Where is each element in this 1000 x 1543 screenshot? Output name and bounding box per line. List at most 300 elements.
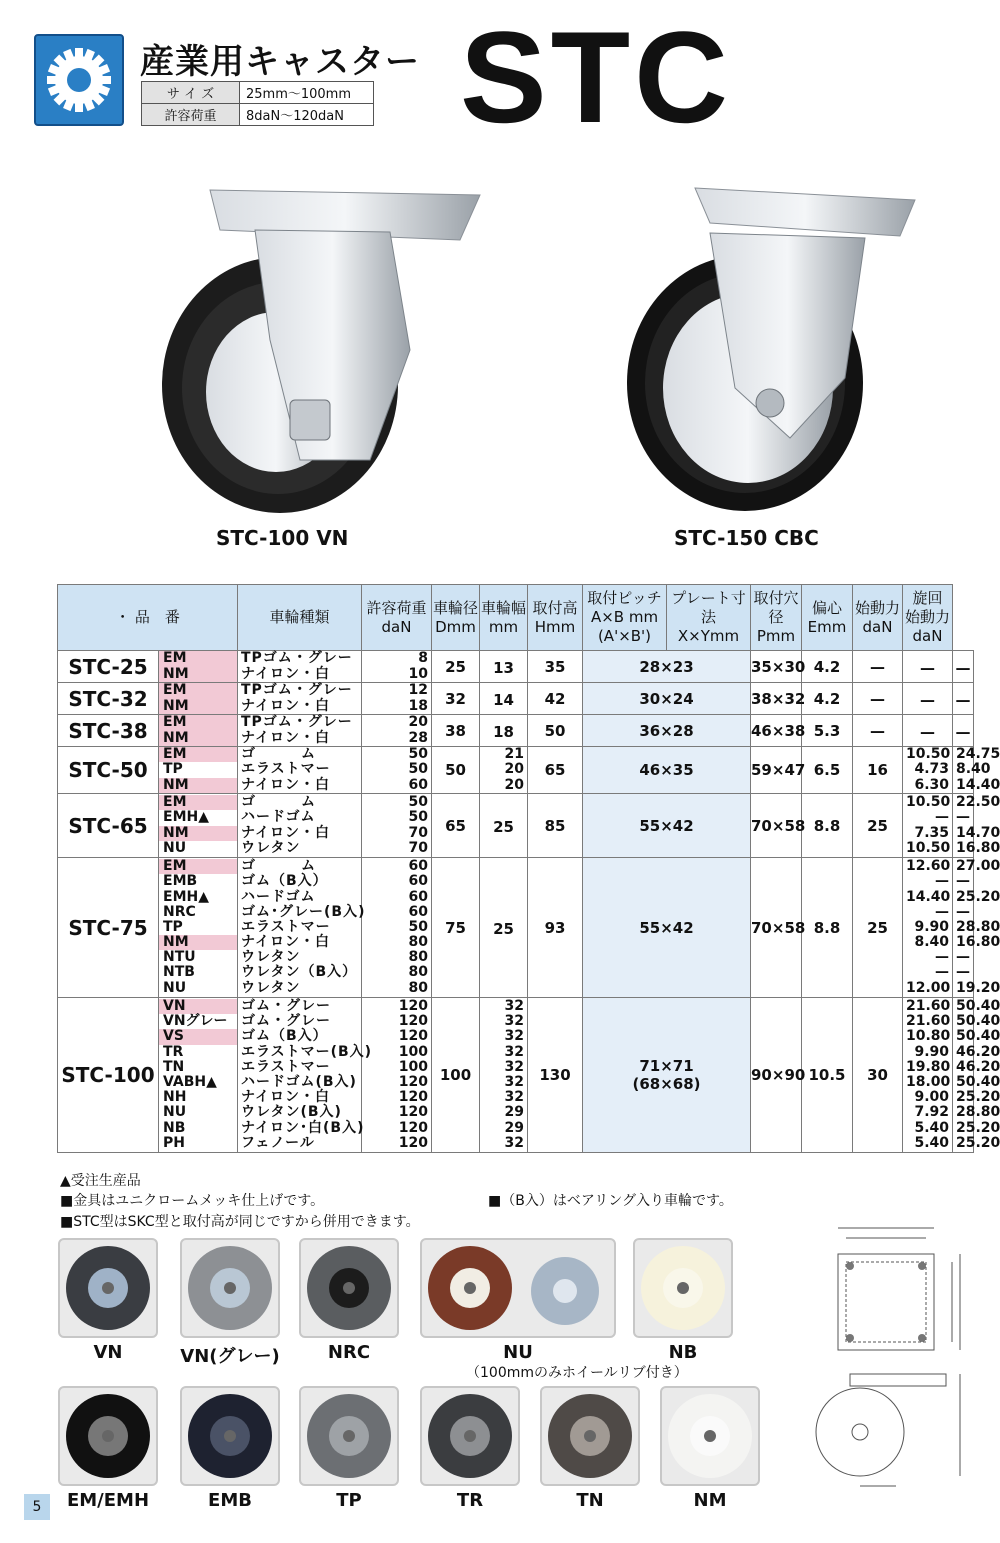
- cell-line: TPゴム・グレー: [241, 682, 353, 699]
- wheel-type-cell: [238, 747, 362, 794]
- col-header-model: ・ 品 番: [58, 585, 238, 651]
- cell-line: 18.00: [906, 1074, 951, 1090]
- cell-line: 25.20: [956, 1119, 1000, 1136]
- wheel-icon: [63, 1391, 153, 1481]
- note-plating: ■金具はユニクロームメッキ仕上げです。: [60, 1193, 325, 1209]
- cell-line: NB: [163, 1119, 186, 1136]
- cell-line: 80: [408, 949, 428, 966]
- cell-text: 28×23: [639, 657, 694, 676]
- cell-line: ウレタン: [241, 839, 301, 856]
- wheel-swatch: [299, 1386, 399, 1486]
- swatch-label: TN: [576, 1490, 604, 1511]
- cell-line: NU: [163, 839, 187, 856]
- cell-text: 46×35: [639, 761, 694, 779]
- cell-line: 120: [398, 1089, 428, 1106]
- cell-line: 50.40: [956, 1028, 1000, 1045]
- cell-text: —: [870, 657, 885, 676]
- cell-line: TR: [163, 1043, 184, 1060]
- cell-line: 10.50: [906, 794, 951, 811]
- swatch-label: VN(グレー): [180, 1346, 280, 1367]
- cell-line: —: [935, 903, 949, 920]
- cell-line: —: [956, 873, 970, 890]
- cell-text: STC-50: [68, 758, 148, 782]
- cell-text: 5.3: [813, 721, 841, 740]
- cell-line: 20: [504, 761, 524, 778]
- cell-line: 14.40: [906, 888, 951, 905]
- swivel-force-cell: [953, 794, 1000, 858]
- start-force-cell: [903, 651, 953, 683]
- pitch-cell: [583, 998, 751, 1153]
- swatch-label: EMB: [208, 1490, 252, 1511]
- cell-text: 100: [439, 1066, 472, 1084]
- cell-line: 14.40: [956, 776, 1000, 793]
- wheel-type-cell: [238, 998, 373, 1153]
- cell-line: 12: [408, 682, 428, 699]
- cell-line: 60: [408, 903, 428, 920]
- wheel-swatch: [420, 1238, 616, 1338]
- spec-table: [57, 584, 1000, 1153]
- cell-text: 8.8: [813, 918, 841, 937]
- cell-line: 9.90: [914, 1043, 949, 1060]
- cell-line: 13: [493, 658, 514, 677]
- offset-cell: [853, 683, 903, 715]
- cell-line: 8: [418, 650, 428, 667]
- cell-line: 100: [398, 1043, 428, 1060]
- cell-line: 10: [408, 665, 428, 682]
- cell-line: 80: [408, 964, 428, 981]
- col-header-plate: プレート寸法 X×Ymm: [667, 585, 751, 651]
- cell-line: エラストマー: [241, 918, 331, 935]
- cell-line: EM: [159, 683, 237, 698]
- nu-note: （100mmのみホイールリブ付き）: [466, 1365, 688, 1381]
- cell-line: NU: [163, 979, 187, 996]
- diameter-cell: [432, 715, 480, 747]
- cell-line: 32: [504, 1043, 524, 1060]
- swatch-label: NU: [503, 1342, 533, 1363]
- wheel-swatch: [660, 1386, 760, 1486]
- cell-text: 130: [539, 1066, 571, 1084]
- cell-line: NM: [159, 826, 237, 841]
- cell-line: VNグレー: [163, 1013, 228, 1030]
- swatch-label: TR: [456, 1490, 484, 1511]
- cell-line: —: [920, 658, 935, 677]
- cell-line: 9.00: [914, 1089, 949, 1106]
- plate-cell: [751, 651, 806, 683]
- cell-line: ハードゴム: [241, 888, 316, 905]
- cell-line: 50: [408, 918, 428, 935]
- swivel-force-cell: [953, 683, 974, 715]
- hole-cell: [802, 794, 853, 858]
- cell-line: EM: [159, 651, 237, 666]
- cell-text: 75: [445, 918, 466, 937]
- height-cell: [528, 747, 583, 794]
- cell-line: 80: [408, 979, 428, 996]
- cell-text: (68×68): [632, 1075, 701, 1093]
- offset-cell: [853, 858, 903, 998]
- cell-text: 59×47: [751, 761, 806, 779]
- cell-line: 28.80: [956, 918, 1000, 935]
- cell-line: NU: [163, 1104, 187, 1121]
- cell-line: 27.00: [956, 858, 1000, 875]
- cell-line: エラストマー: [241, 761, 331, 778]
- table-row: [58, 683, 974, 715]
- swivel-force-cell: [953, 858, 1000, 998]
- cell-text: 25: [445, 657, 466, 676]
- photo-caption-1: STC-100 VN: [216, 526, 349, 550]
- col-header-pitch: 取付ピッチ A×B mm (A'×B'): [583, 585, 667, 651]
- cell-line: NRC: [163, 903, 196, 920]
- wheel-swatch: [633, 1238, 733, 1338]
- cell-line: —: [955, 690, 971, 709]
- wheel-type-cell: [238, 858, 366, 998]
- cell-line: 50.40: [956, 1013, 1000, 1030]
- wheel-icon: [304, 1243, 394, 1333]
- cell-line: 8.40: [956, 761, 991, 778]
- cell-text: 71×71: [639, 1057, 694, 1075]
- cell-line: 4.73: [914, 761, 949, 778]
- cell-line: 70: [408, 824, 428, 841]
- cell-text: 6.5: [813, 761, 841, 779]
- cell-line: 16.80: [956, 839, 1000, 856]
- load-cell: [362, 651, 432, 683]
- cell-text: 25: [867, 918, 888, 937]
- cell-text: 65: [544, 761, 566, 779]
- cell-line: ハードゴム(B入): [241, 1074, 357, 1090]
- swatch-label: TP: [336, 1490, 362, 1511]
- start-force-cell: [903, 998, 953, 1153]
- note-bearing: ■（B入）はベアリング入り車輪です。: [488, 1193, 733, 1209]
- model-cell: [58, 858, 159, 998]
- cell-line: —: [956, 964, 970, 981]
- cell-line: 21: [504, 746, 524, 763]
- diameter-cell: [432, 747, 480, 794]
- cell-line: TN: [163, 1058, 185, 1075]
- cell-line: ナイロン・白: [241, 934, 331, 951]
- cell-line: VABH▲: [163, 1074, 217, 1090]
- cell-line: エラストマー(B入): [241, 1043, 373, 1060]
- cell-line: 25: [493, 817, 514, 836]
- cell-text: 30×24: [639, 689, 694, 708]
- gear-icon: [44, 45, 114, 115]
- cell-line: —: [956, 809, 970, 826]
- wheel-swatch: [180, 1238, 280, 1338]
- cell-line: 120: [398, 1134, 428, 1151]
- cell-line: 29: [504, 1119, 524, 1136]
- cell-line: 28: [408, 729, 428, 746]
- gear-logo: [34, 34, 124, 126]
- hole-cell: [802, 651, 853, 683]
- start-force-cell: [903, 794, 953, 858]
- cell-line: 32: [504, 998, 524, 1015]
- cell-line: NH: [163, 1089, 187, 1106]
- cell-line: —: [956, 949, 970, 966]
- swatch-label: VN: [93, 1342, 123, 1363]
- diameter-cell: [432, 794, 480, 858]
- cell-line: 80: [408, 934, 428, 951]
- cell-text: STC-32: [68, 686, 148, 711]
- load-cell: [362, 715, 432, 747]
- cell-line: 18: [408, 697, 428, 714]
- cell-line: EM: [159, 859, 237, 874]
- cell-line: 120: [398, 1028, 428, 1045]
- cell-line: 21.60: [906, 998, 951, 1015]
- cell-line: 22.50: [956, 794, 1000, 811]
- height-cell: [528, 715, 583, 747]
- height-cell: [528, 683, 583, 715]
- plate-cell: [751, 747, 806, 794]
- cell-text: 65: [445, 816, 466, 835]
- plate-cell: [751, 715, 806, 747]
- spec-key-size: サ イ ズ: [142, 82, 240, 104]
- cell-line: 25: [493, 919, 514, 938]
- cell-line: NM: [159, 731, 237, 746]
- hole-cell: [802, 998, 853, 1153]
- cell-line: 32: [504, 1134, 524, 1151]
- cell-line: 120: [398, 1119, 428, 1136]
- cell-line: ゴム（B入）: [241, 1028, 328, 1045]
- col-header-hole: 取付穴径 Pmm: [751, 585, 802, 651]
- cell-line: ウレタン: [241, 979, 301, 996]
- cell-line: 7.92: [914, 1104, 949, 1121]
- cell-line: 32: [504, 1074, 524, 1090]
- cell-line: EM: [159, 747, 237, 762]
- start-force-cell: [903, 683, 953, 715]
- cell-line: TPゴム・グレー: [241, 714, 353, 731]
- cell-text: —: [870, 689, 885, 708]
- col-header-width: 車輪幅 mm: [480, 585, 528, 651]
- wheel-type-cell: [238, 794, 362, 858]
- page-title: 産業用キャスター: [140, 42, 420, 82]
- cell-line: 50.40: [956, 998, 1000, 1015]
- cell-text: 90×90: [751, 1066, 806, 1084]
- wheel-icon: [545, 1391, 635, 1481]
- cell-line: 60: [408, 858, 428, 875]
- width-cell: [480, 747, 528, 794]
- offset-cell: [853, 998, 903, 1153]
- cell-text: 85: [544, 816, 566, 835]
- table-row: [58, 858, 974, 998]
- cell-text: 8.8: [813, 816, 841, 835]
- wheel-icon: [425, 1243, 611, 1333]
- cell-line: 10.50: [906, 746, 951, 763]
- hole-cell: [802, 715, 853, 747]
- cell-line: NTU: [163, 949, 196, 966]
- offset-cell: [853, 794, 903, 858]
- caster-photo-stc150cbc: [620, 178, 920, 518]
- cell-line: 25.20: [956, 1134, 1000, 1151]
- cell-line: ナイロン・白: [241, 665, 331, 682]
- cell-line: TP: [163, 918, 183, 935]
- cell-line: VN: [159, 999, 237, 1014]
- cell-line: ナイロン･白(B入): [241, 1119, 365, 1136]
- cell-line: PH: [163, 1134, 185, 1151]
- col-header-load: 許容荷重 daN: [362, 585, 432, 651]
- cell-text: 36×28: [639, 721, 694, 740]
- cell-text: 70×58: [751, 918, 806, 937]
- cell-line: —: [956, 903, 970, 920]
- cell-line: 32: [504, 1028, 524, 1045]
- cell-line: 18: [493, 722, 514, 741]
- plate-cell: [751, 794, 806, 858]
- cell-line: 16.80: [956, 934, 1000, 951]
- cell-line: エラストマー: [241, 1058, 331, 1075]
- cell-line: 25.20: [956, 888, 1000, 905]
- col-header-wheel: 車輪種類: [238, 585, 362, 651]
- cell-text: 4.2: [813, 657, 841, 676]
- model-cell: [58, 998, 159, 1153]
- width-cell: [480, 794, 528, 858]
- wheel-icon: [63, 1243, 153, 1333]
- cell-line: —: [920, 690, 935, 709]
- swivel-force-cell: [953, 998, 1000, 1153]
- variant-cell: [159, 794, 238, 858]
- col-header-offset: 偏心 Emm: [802, 585, 853, 651]
- swivel-force-cell: [953, 715, 974, 747]
- plate-cell: [751, 683, 806, 715]
- cell-text: 25: [867, 816, 888, 835]
- cell-line: NM: [159, 778, 237, 793]
- cell-line: 10.50: [906, 839, 951, 856]
- cell-text: 93: [544, 918, 566, 937]
- cell-line: ナイロン・白: [241, 824, 331, 841]
- variant-cell: [159, 998, 238, 1153]
- cell-text: STC-25: [68, 654, 148, 679]
- diameter-cell: [432, 858, 480, 998]
- diameter-cell: [432, 651, 480, 683]
- cell-line: ゴ ム: [241, 858, 316, 875]
- cell-line: NM: [159, 935, 237, 950]
- table-row: [58, 998, 974, 1153]
- photo-caption-2: STC-150 CBC: [674, 526, 819, 550]
- model-cell: [58, 683, 159, 715]
- cell-text: 55×42: [639, 918, 694, 937]
- cell-line: EMH▲: [163, 809, 209, 826]
- cell-line: ナイロン・白: [241, 729, 331, 746]
- cell-text: —: [870, 721, 885, 740]
- wheel-icon: [425, 1391, 515, 1481]
- cell-line: 20: [504, 776, 524, 793]
- cell-line: 32: [504, 1089, 524, 1106]
- cell-line: 25.20: [956, 1089, 1000, 1106]
- wheel-type-cell: [238, 683, 362, 715]
- cell-text: 70×58: [751, 816, 806, 835]
- cell-text: 42: [544, 689, 566, 708]
- cell-text: 10.5: [808, 1066, 846, 1084]
- col-header-swivel-force: 旋回 始動力 daN: [903, 585, 953, 651]
- start-force-cell: [903, 858, 953, 998]
- pitch-cell: [583, 747, 751, 794]
- load-cell: [362, 683, 432, 715]
- cell-line: 12.60: [906, 858, 951, 875]
- pitch-cell: [583, 683, 751, 715]
- cell-text: STC-100: [61, 1063, 155, 1087]
- cell-line: —: [935, 873, 949, 890]
- cell-line: 50: [408, 761, 428, 778]
- model-heading: STC: [460, 4, 732, 150]
- wheel-type-cell: [238, 651, 362, 683]
- height-cell: [528, 794, 583, 858]
- cell-line: 10.80: [906, 1028, 951, 1045]
- model-cell: [58, 794, 159, 858]
- cell-line: VS: [159, 1029, 237, 1044]
- cell-line: 50.40: [956, 1074, 1000, 1090]
- model-cell: [58, 747, 159, 794]
- cell-line: 70: [408, 839, 428, 856]
- cell-line: 21.60: [906, 1013, 951, 1030]
- swivel-force-cell: [953, 651, 974, 683]
- spec-value-size: 25mm～100mm: [240, 82, 374, 104]
- swatch-label: NRC: [327, 1342, 371, 1363]
- cell-line: 19.20: [956, 979, 1000, 996]
- wheel-icon: [665, 1391, 755, 1481]
- cell-text: 35×30: [751, 657, 806, 676]
- plate-cell: [751, 998, 806, 1153]
- cell-line: 60: [408, 776, 428, 793]
- cell-line: 50: [408, 809, 428, 826]
- cell-text: 30: [867, 1066, 888, 1084]
- start-force-cell: [903, 747, 953, 794]
- cell-line: ナイロン・白: [241, 776, 331, 793]
- wheel-type-cell: [238, 715, 362, 747]
- cell-line: 8.40: [914, 934, 949, 951]
- cell-text: 55×42: [639, 816, 694, 835]
- variant-cell: [159, 651, 238, 683]
- cell-line: —: [935, 809, 949, 826]
- wheel-icon: [304, 1391, 394, 1481]
- pitch-cell: [583, 651, 751, 683]
- model-cell: [58, 715, 159, 747]
- start-force-cell: [903, 715, 953, 747]
- offset-cell: [853, 651, 903, 683]
- note-made-to-order: ▲受注生産品: [60, 1173, 141, 1189]
- cell-line: —: [935, 949, 949, 966]
- diameter-cell: [432, 683, 480, 715]
- cell-line: ナイロン・白: [241, 1089, 331, 1106]
- cell-line: 9.90: [914, 918, 949, 935]
- page-number: 5: [24, 1494, 50, 1520]
- width-cell: [480, 715, 528, 747]
- cell-line: EM: [159, 715, 237, 730]
- cell-line: ウレタン: [241, 949, 301, 966]
- pitch-cell: [583, 715, 751, 747]
- plate-cell: [751, 858, 806, 998]
- offset-cell: [853, 715, 903, 747]
- diameter-cell: [432, 998, 480, 1153]
- cell-line: 120: [398, 1104, 428, 1121]
- pitch-cell: [583, 858, 751, 998]
- cell-line: 32: [504, 1058, 524, 1075]
- load-cell: [362, 858, 432, 998]
- cell-text: 38×32: [751, 689, 806, 708]
- cell-line: NM: [159, 667, 237, 682]
- cell-line: —: [955, 658, 971, 677]
- cell-line: 50: [408, 794, 428, 811]
- col-header-start-force: 始動力 daN: [853, 585, 903, 651]
- dimension-diagram: [810, 1214, 990, 1504]
- cell-line: 120: [398, 1013, 428, 1030]
- cell-line: 24.75: [956, 746, 1000, 763]
- cell-line: 120: [398, 1074, 428, 1090]
- cell-line: ウレタン(B入): [241, 1104, 342, 1121]
- height-cell: [528, 858, 583, 998]
- cell-line: 19.80: [906, 1058, 951, 1075]
- wheel-swatch: [58, 1238, 158, 1338]
- cell-line: 29: [504, 1104, 524, 1121]
- cell-text: 50: [445, 761, 466, 779]
- width-cell: [480, 998, 528, 1153]
- wheel-swatch: [180, 1386, 280, 1486]
- model-cell: [58, 651, 159, 683]
